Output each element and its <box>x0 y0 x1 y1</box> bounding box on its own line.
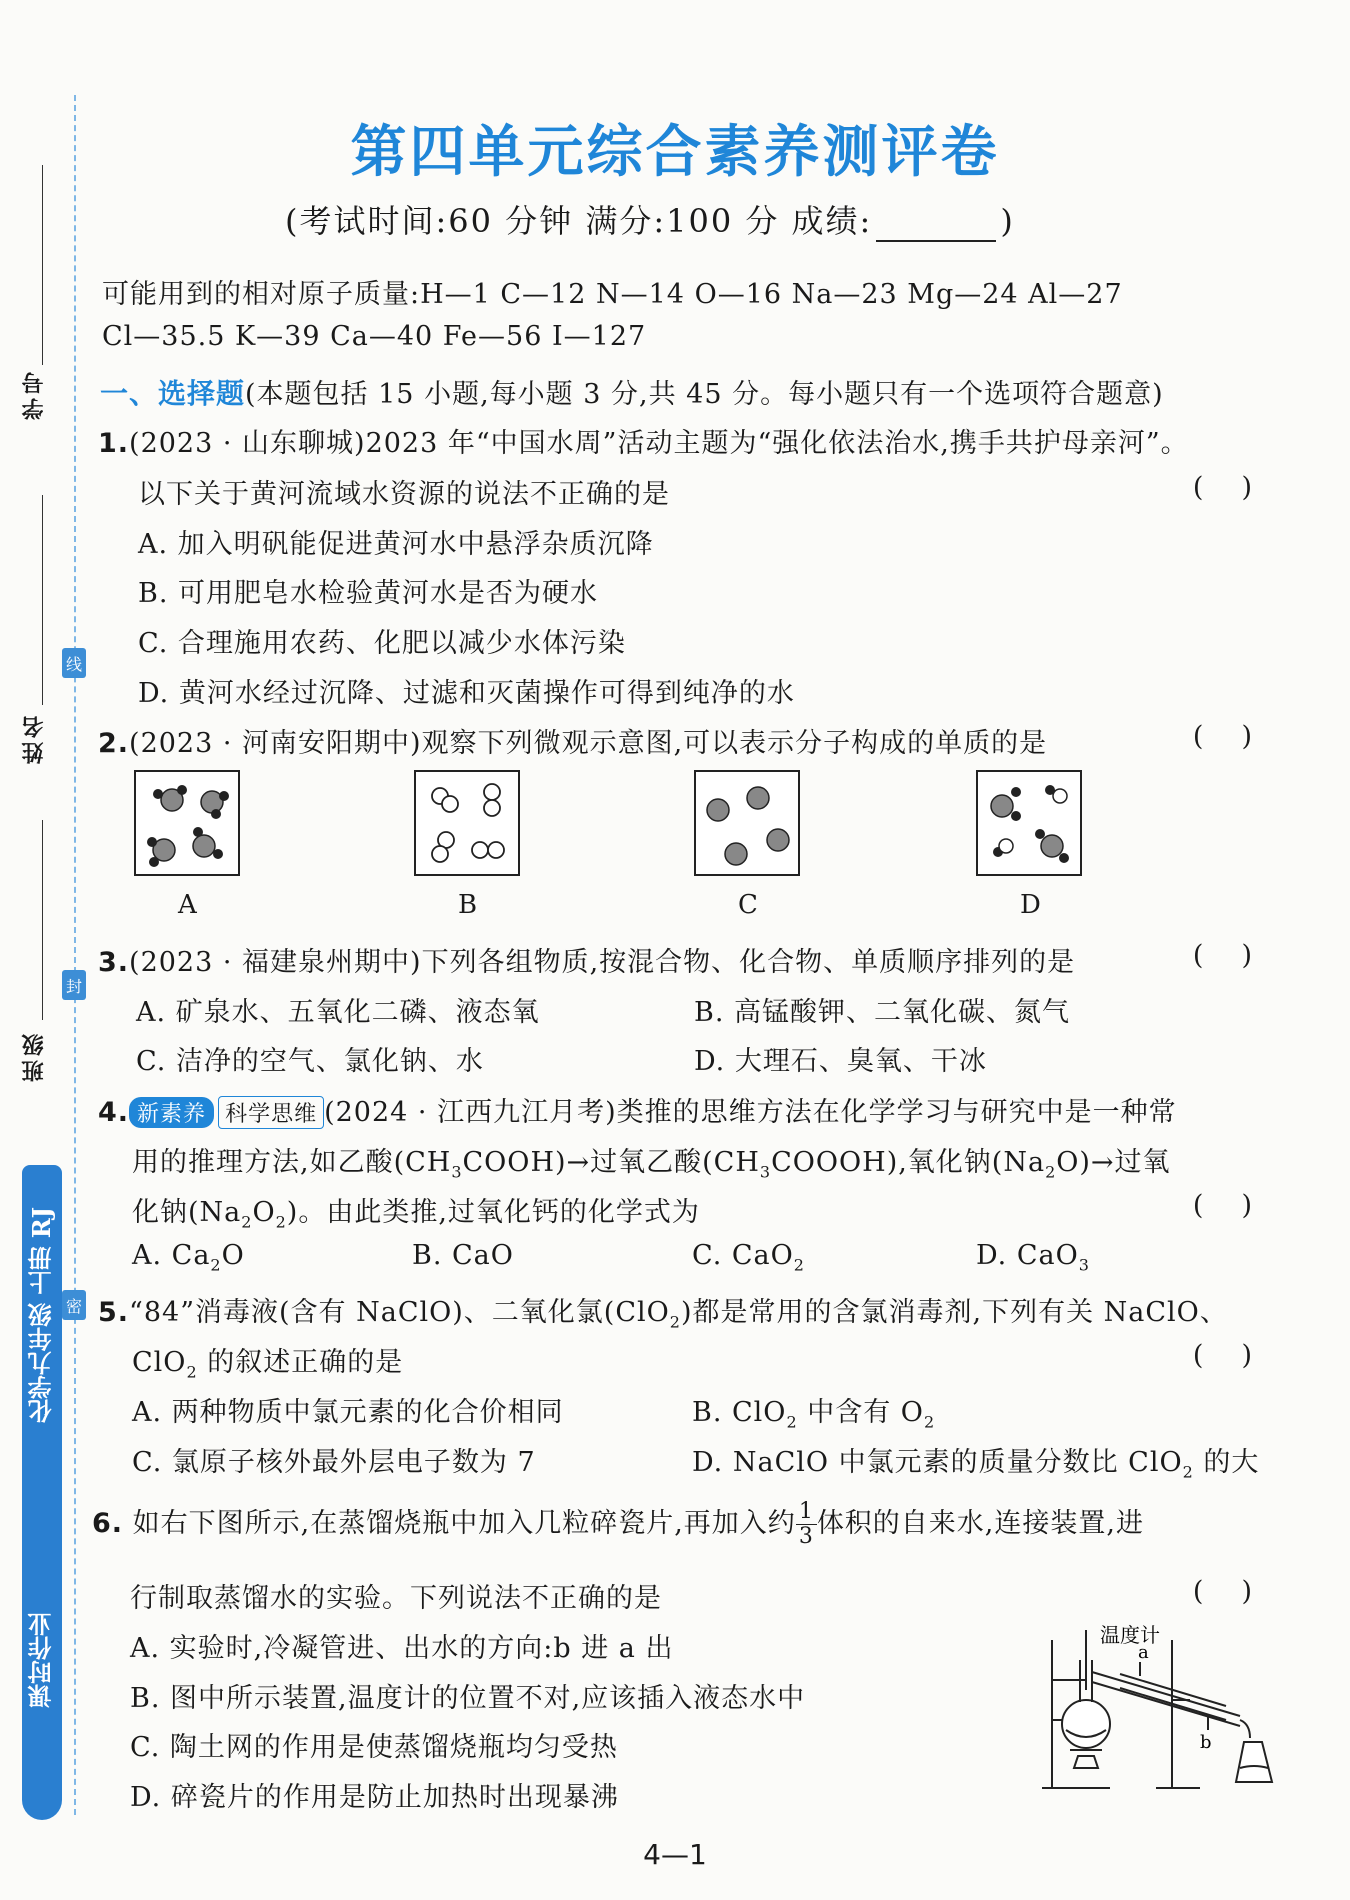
q5-stem2-text: ClO <box>132 1347 187 1378</box>
q3-answer-paren[interactable]: () <box>1192 940 1290 971</box>
q2-number: 2. <box>98 728 130 759</box>
class-line <box>42 820 43 1020</box>
q4-stem3 <box>132 1190 700 1231</box>
q5-option-b <box>692 1390 935 1431</box>
q1-option-a: A. 加入明矾能促进黄河水中悬浮杂质沉降 <box>138 529 654 560</box>
q6-option-d: D. 碎瓷片的作用是防止加热时出现暴沸 <box>130 1782 619 1813</box>
q3-number: 3. <box>98 947 130 978</box>
q5-option-c: C. 氯原子核外最外层电子数为 7 <box>132 1447 536 1478</box>
q4-stem3-part: O <box>252 1197 276 1228</box>
page-title: 第四单元综合素养测评卷 <box>350 119 1000 185</box>
q6-stem1-text: 如右下图所示,在蒸馏烧瓶中加入几粒碎瓷片,再加入约 <box>132 1508 796 1539</box>
q6-option-a: A. 实验时,冷凝管进、出水的方向:b 进 a 出 <box>130 1633 674 1664</box>
spine-book-title: 化学九年级 上册 RJ <box>27 1207 56 1424</box>
q4-stem2 <box>132 1140 1171 1181</box>
q6-stem2: 行制取蒸馏水的实验。下列说法不正确的是 <box>130 1583 662 1614</box>
q2-stem <box>98 721 1047 760</box>
distillation-apparatus-diagram <box>1040 1620 1280 1795</box>
q2-label-d: D <box>1020 890 1041 920</box>
q5-number: 5. <box>98 1297 130 1328</box>
q5-option-a: A. 两种物质中氯元素的化合价相同 <box>132 1397 564 1428</box>
section-title: 一、选择题 <box>100 377 246 410</box>
q4-stem1 <box>98 1090 1177 1129</box>
subscript: 2 <box>1045 1162 1057 1182</box>
q5-stem2-text: 的叙述正确的是 <box>197 1347 404 1378</box>
q2-label-b: B <box>458 890 478 920</box>
q6-stem1-text: 体积的自来水,连接装置,进 <box>816 1508 1144 1539</box>
q4-option-c-text: C. CaO <box>692 1240 794 1271</box>
q5-option-d <box>692 1440 1259 1481</box>
fraction-numerator: 1 <box>796 1500 817 1525</box>
seal-mark-xian: 线 <box>62 648 86 678</box>
q4-option-c <box>692 1240 805 1274</box>
q4-stem2-part: COOH)→过氧乙酸(CH <box>462 1147 760 1178</box>
q3-option-a: A. 矿泉水、五氧化二磷、液态氧 <box>136 997 540 1028</box>
q6-number: 6. <box>92 1508 124 1539</box>
exam-info-close: ) <box>1000 202 1015 240</box>
section-desc: (本题包括 15 小题,每小题 3 分,共 45 分。每小题只有一个选项符合题意) <box>245 379 1164 410</box>
exam-info <box>285 196 1015 242</box>
fraction-denominator: 3 <box>798 1524 814 1549</box>
q1-stem1-text: (2023 · 山东聊城)2023 年“中国水周”活动主题为“强化依法治水,携手共护母亲河”。 <box>129 428 1189 459</box>
q6-option-c: C. 陶土网的作用是使蒸馏烧瓶均匀受热 <box>130 1732 618 1763</box>
q3-option-b: B. 高锰酸钾、二氧化碳、氮气 <box>694 997 1071 1028</box>
q6-option-b: B. 图中所示装置,温度计的位置不对,应该插入液态水中 <box>130 1683 806 1714</box>
scientific-thinking-badge: 科学思维 <box>218 1096 324 1129</box>
q5-stem1 <box>98 1290 1228 1331</box>
subscript: 2 <box>923 1412 936 1432</box>
q6-answer-paren[interactable]: () <box>1192 1576 1290 1607</box>
q2-answer-paren[interactable]: () <box>1192 721 1290 752</box>
q4-option-d <box>976 1240 1090 1274</box>
fig-thermometer-label: 温度计 <box>1100 1623 1160 1647</box>
q5-option-d-text: D. NaClO 中氯元素的质量分数比 ClO <box>692 1447 1183 1478</box>
q1-option-d: D. 黄河水经过沉降、过滤和灭菌操作可得到纯净的水 <box>138 678 795 709</box>
q4-option-d-text: D. CaO <box>976 1240 1079 1271</box>
page-number: 4—1 <box>643 1838 707 1871</box>
name-label: 姓名 <box>21 712 47 764</box>
q1-stem1 <box>98 421 1189 460</box>
q4-stem3-part: )。由此类推,过氧化钙的化学式为 <box>286 1197 700 1228</box>
q2-label-a: A <box>178 890 197 920</box>
subscript: 2 <box>793 1255 805 1275</box>
q5-option-b-text: 中含有 O <box>797 1397 924 1428</box>
binding-dash-line <box>74 95 76 1815</box>
q1-number: 1. <box>98 428 130 459</box>
q4-stem1-text: (2024 · 江西九江月考)类推的思维方法在化学学习与研究中是一种常 <box>324 1097 1177 1128</box>
fig-label-a: a <box>1138 1642 1149 1663</box>
q4-stem2-part: COOOH),氧化钠(Na <box>771 1147 1046 1178</box>
q4-answer-paren[interactable]: () <box>1192 1190 1290 1221</box>
q2-diagram-b <box>414 770 524 880</box>
q5-option-b-text: B. ClO <box>692 1397 787 1428</box>
section-heading <box>100 372 1164 412</box>
one-third-fraction <box>796 1500 817 1549</box>
subscript: 2 <box>1182 1462 1194 1482</box>
q1-option-c: C. 合理施用农药、化肥以减少水体污染 <box>138 628 626 659</box>
q5-stem1-text: “84”消毒液(含有 NaClO)、二氧化氯(ClO <box>129 1297 670 1328</box>
seal-mark-mi: 密 <box>62 1290 86 1320</box>
q5-option-d-text: 的大 <box>1193 1447 1260 1478</box>
q5-stem1-text: )都是常用的含氯消毒剂,下列有关 NaClO、 <box>680 1297 1228 1328</box>
exam-info-text: (考试时间:60 分钟 满分:100 分 成绩: <box>285 202 873 240</box>
q2-diagram-a <box>134 770 244 880</box>
atomic-mass-line2: Cl—35.5 K—39 Ca—40 Fe—56 I—127 <box>102 321 647 352</box>
q4-option-b: B. CaO <box>412 1240 514 1271</box>
q4-option-a <box>132 1240 245 1274</box>
seal-mark-feng: 封 <box>62 970 86 1000</box>
subscript: 2 <box>669 1312 681 1332</box>
q4-stem3-part: 化钠(Na <box>132 1197 242 1228</box>
subscript: 2 <box>210 1255 222 1275</box>
q4-option-a-text: A. Ca <box>132 1240 211 1271</box>
q4-number: 4. <box>98 1097 130 1128</box>
subscript: 2 <box>786 1412 798 1432</box>
spine-series-title: 课时作业 <box>27 1612 56 1708</box>
q1-option-b: B. 可用肥皂水检验黄河水是否为硬水 <box>138 578 599 609</box>
subscript: 2 <box>186 1362 198 1382</box>
q5-answer-paren[interactable]: () <box>1192 1340 1290 1371</box>
q4-stem2-part: 用的推理方法,如乙酸(CH <box>132 1147 452 1178</box>
new-literacy-badge: 新素养 <box>129 1097 214 1128</box>
subscript: 2 <box>241 1212 253 1232</box>
q6-stem1 <box>92 1500 1144 1549</box>
class-label: 班级 <box>21 1030 47 1082</box>
q3-option-d: D. 大理石、臭氧、干冰 <box>694 1046 987 1077</box>
q3-option-c: C. 洁净的空气、氯化钠、水 <box>136 1046 484 1077</box>
score-blank[interactable] <box>876 214 996 242</box>
student-id-line <box>42 165 43 365</box>
q1-stem2: 以下关于黄河流域水资源的说法不正确的是 <box>138 479 670 510</box>
q5-stem2 <box>132 1340 403 1381</box>
q1-answer-paren[interactable]: () <box>1192 472 1290 503</box>
q4-option-a-end: O <box>221 1240 245 1271</box>
subscript: 3 <box>759 1162 772 1182</box>
q2-diagram-c <box>694 770 804 880</box>
name-line <box>42 495 43 705</box>
subscript: 3 <box>1078 1255 1090 1275</box>
q4-stem2-part: O)→过氧 <box>1056 1147 1171 1178</box>
student-id-label: 学号 <box>21 368 47 420</box>
q2-stem-text: (2023 · 河南安阳期中)观察下列微观示意图,可以表示分子构成的单质的是 <box>129 728 1048 759</box>
subscript: 2 <box>275 1212 287 1232</box>
q3-stem-text: (2023 · 福建泉州期中)下列各组物质,按混合物、化合物、单质顺序排列的是 <box>129 947 1076 978</box>
q2-label-c: C <box>738 890 758 920</box>
q3-stem <box>98 940 1075 979</box>
subscript: 3 <box>451 1162 463 1182</box>
fig-label-b: b <box>1200 1732 1212 1753</box>
q2-diagram-d <box>976 770 1086 880</box>
atomic-mass-line1: 可能用到的相对原子质量:H—1 C—12 N—14 O—16 Na—23 Mg—24 Al—27 <box>102 279 1123 310</box>
